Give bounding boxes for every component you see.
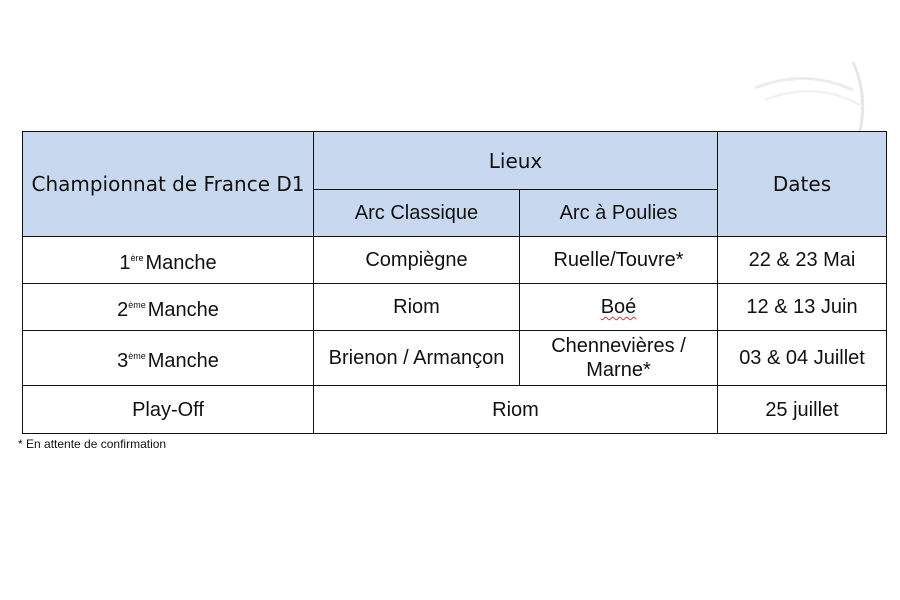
playoff-date: 25 juillet xyxy=(718,386,887,434)
playoff-venue: Riom xyxy=(314,386,718,434)
table-row xyxy=(23,331,887,386)
table-row xyxy=(23,284,887,331)
playoff-label: Play-Off xyxy=(23,386,314,434)
championship-table xyxy=(22,131,887,434)
header-arc-classique: Arc Classique xyxy=(314,190,520,237)
venue-poulies: Chennevières / Marne* xyxy=(520,331,718,386)
round-label: 1ère Manche xyxy=(23,237,314,284)
round-date: 03 & 04 Juillet xyxy=(718,331,887,386)
header-dates: Dates xyxy=(718,132,887,237)
venue-poulies: Boé xyxy=(520,284,718,331)
round-date: 12 & 13 Juin xyxy=(718,284,887,331)
header-championship: Championnat de France D1 xyxy=(23,132,314,237)
header-venues: Lieux xyxy=(314,132,718,190)
footnote: * En attente de confirmation xyxy=(18,437,167,451)
venue-poulies: Ruelle/Touvre* xyxy=(520,237,718,284)
round-label: 2ème Manche xyxy=(23,284,314,331)
round-date: 22 & 23 Mai xyxy=(718,237,887,284)
table-row xyxy=(23,237,887,284)
venue-classique: Riom xyxy=(314,284,520,331)
round-label: 3ème Manche xyxy=(23,331,314,386)
table-row xyxy=(23,386,887,434)
header-arc-poulies: Arc à Poulies xyxy=(520,190,718,237)
venue-classique: Compiègne xyxy=(314,237,520,284)
venue-classique: Brienon / Armançon xyxy=(314,331,520,386)
